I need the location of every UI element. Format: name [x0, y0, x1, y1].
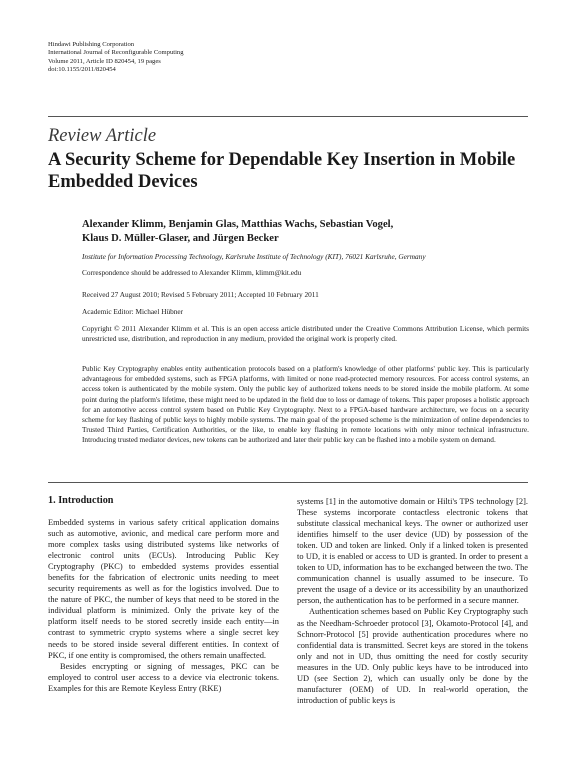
body-column-left	[48, 517, 279, 694]
abstract: Public Key Cryptography enables entity authentication protocols based on a platform's knowledge of other platforms' public key. This is particularly advantageous for embedded systems, such as FPGA platforms, with limited or none read-protected memory resources. For access control systems, an access token is authenticated by the mobile system. Only the public key of authorized tokens needs to be stored inside the mobile platform. At some point during the platform's lifetime, these might need to be updated in the field due to loss or damage of tokens. This paper proposes a holistic approach for an automotive access control system based on Public Key Cryptography. Next to a FPGA-based hardware architecture, we focus on a security scheme for key flashing of public keys to highly mobile systems. The main goal of the proposed scheme is the minimization of online dependencies to Trusted Third Parties, Certification Authorities, or the like, to enable key flashing in remote locations with only minor technical infrastructure. Introducing trusted mediator devices, new tokens can be authorized and later their public key can be flashed into a mobile system on demand.	[82, 364, 529, 445]
paragraph: Embedded systems in various safety critical application domains such as automotive, avionic, and medical care perform more and more complex tasks using distributed systems like networks of electronic control units (ECUs). Introducing Public Key Cryptography (PKC) to embedded systems provides essential benefits for the fabrication of electronic units needing to meet security requirements as well as for the logistics involved. Due to the nature of PKC, the number of keys that need to be stored in the individual platform is minimized. Only the private key of the platform itself needs to be stored secretly inside each entity—in contrast to symmetric crypto systems where a single secret key needs to be stored inside several different entities. In context of PKC, if one entity is compromised, the others remain unaffected.	[48, 518, 279, 660]
publisher-line: Hindawi Publishing Corporation	[48, 41, 135, 48]
top-rule	[48, 116, 528, 117]
authors-line-2: Klaus D. Müller-Glaser, and Jürgen Becker	[82, 233, 279, 244]
correspondence: Correspondence should be addressed to Alexander Klimm, klimm@kit.edu	[82, 268, 302, 277]
authors-line-1: Alexander Klimm, Benjamin Glas, Matthias Wachs, Sebastian Vogel,	[82, 219, 394, 230]
paragraph: systems [1] in the automotive domain or Hilti's TPS technology [2]. These systems incorporate contactless electronic tokens that substitute classical mechanical keys. The owner or authorized user identifies himself to the user device (UD) by possession of the token. UD and token are linked. Only if a linked token is presented to UD, it is enabled or access to UD is granted. In order to present a token to UD, information has to be exchanged between the two. The communication channel is usually assumed to be insecure. To prevent the usage of a device or its accessibility by an unauthorized person, the authentication has to be performed in a secure manner.	[297, 497, 528, 606]
section-rule	[48, 482, 528, 483]
authors	[82, 218, 522, 246]
section-heading: 1. Introduction	[48, 495, 114, 506]
body-column-right	[297, 496, 528, 706]
article-type: Review Article	[48, 126, 157, 146]
paragraph: Besides encrypting or signing of messages, PKC can be employed to control user access to a device via electronic tokens. Examples for this are Remote Keyless Entry (RKE)	[48, 661, 279, 693]
academic-editor: Academic Editor: Michael Hübner	[82, 307, 184, 316]
journal-line: International Journal of Reconfigurable Computing	[48, 49, 184, 57]
journal-header	[48, 41, 184, 74]
copyright-notice: Copyright © 2011 Alexander Klimm et al. This is an open access article distributed under the Creative Commons Attribution License, which permits unrestricted use, distribution, and reproduction in any medium, provided the original work is properly cited.	[82, 324, 529, 344]
article-title: A Security Scheme for Dependable Key Insertion in Mobile Embedded Devices	[48, 150, 516, 192]
affiliation: Institute for Information Processing Technology, Karlsruhe Institute of Technology (KIT), 76021 Karlsruhe, Germany	[82, 252, 426, 261]
article-dates: Received 27 August 2010; Revised 5 February 2011; Accepted 10 February 2011	[82, 290, 319, 299]
volume-line: Volume 2011, Article ID 820454, 19 pages	[48, 57, 161, 65]
doi-line: doi:10.1155/2011/820454	[48, 65, 116, 73]
paragraph: Authentication schemes based on Public Key Cryptography such as the Needham-Schroeder protocol [3], Okamoto-Protocol [4], and Schnorr-Protocol [5] provide authentication procedures where no confidential data is transmitted. Secret keys are stored in the tokens only and not in UD, thus omitting the need for costly security measures in the UD. Only public keys have to be introduced into UD (see Section 2), which can usually only be done by the manufacturer (OEM) of UD. In real-world operation, the introduction of public keys is	[297, 607, 528, 705]
